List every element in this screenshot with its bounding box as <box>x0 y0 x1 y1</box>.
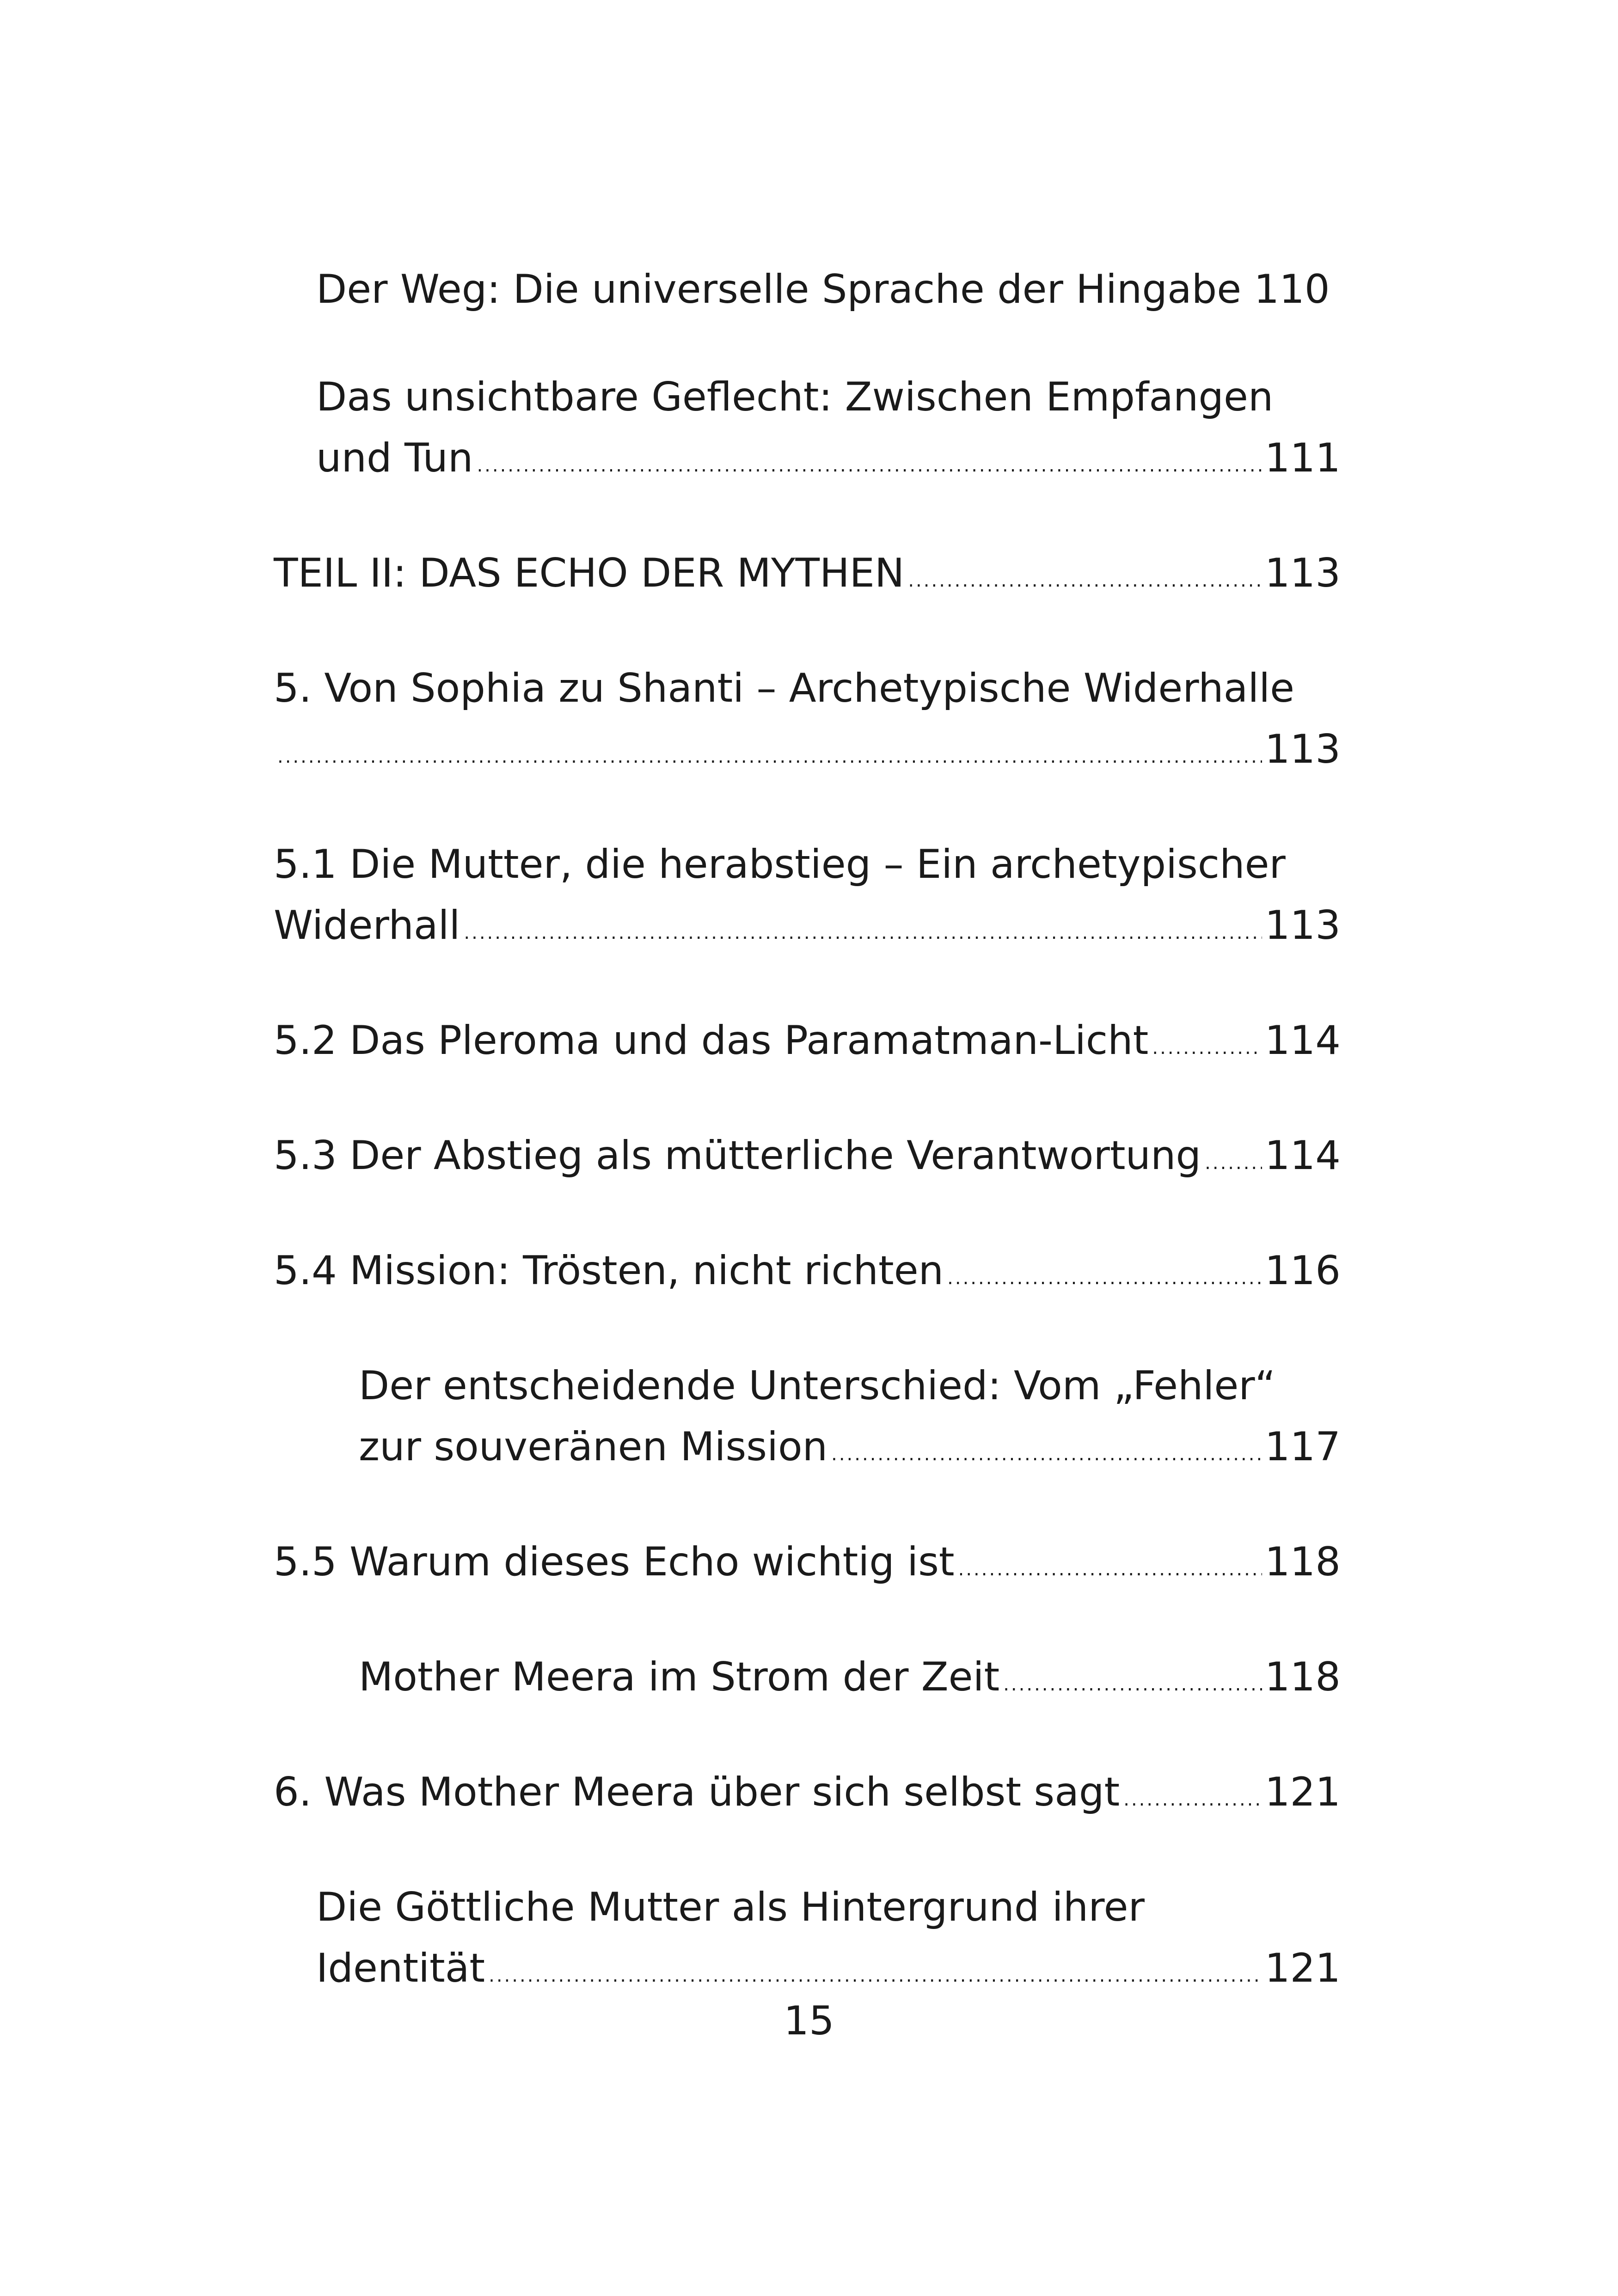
toc-entry <box>316 1877 1341 2006</box>
toc-entry-page: 113 <box>1264 550 1341 596</box>
toc-entry-page: 118 <box>1264 1654 1341 1700</box>
toc-entry <box>274 1125 1341 1194</box>
toc-leader-dots <box>831 1424 1262 1485</box>
toc-entry-page: 113 <box>1264 726 1341 772</box>
toc-entry-title: TEIL II: DAS ECHO DER MYTHEN <box>274 550 905 596</box>
toc-entry <box>359 1647 1341 1715</box>
toc-entry-page: 121 <box>1264 1769 1341 1815</box>
toc-entry <box>274 1240 1341 1309</box>
toc-entry-page: 110 <box>1254 266 1330 312</box>
toc-entry-page: 117 <box>1264 1424 1341 1470</box>
toc-entry-title-line: 5.1 Die Mutter, die herabstieg – Ein archetypischer <box>274 841 1286 888</box>
toc-leader-dots <box>1003 1654 1262 1715</box>
toc-spacer <box>1241 259 1254 320</box>
toc-entry-title: Identität <box>316 1945 485 1991</box>
toc-entry-line <box>274 1010 1341 1078</box>
toc-leader-dots <box>277 726 1262 787</box>
toc-entry-title: 5.3 Der Abstieg als mütterliche Verantwortung <box>274 1133 1201 1179</box>
toc-leader-dots <box>908 550 1262 611</box>
toc-entry <box>274 1762 1341 1830</box>
toc-leader-dots <box>1205 1133 1262 1194</box>
toc-entry-title: Widerhall <box>274 902 460 949</box>
toc-entry-line <box>274 1531 1341 1600</box>
toc-leader-dots <box>958 1539 1262 1600</box>
toc-entry-line <box>274 543 1341 611</box>
toc-entry-title: 6. Was Mother Meera über sich selbst sagt <box>274 1769 1120 1815</box>
toc-entry-page: 114 <box>1264 1133 1341 1179</box>
toc-entry-page: 111 <box>1264 435 1341 481</box>
toc-leader-dots <box>477 435 1262 496</box>
toc-entry-title: und Tun <box>316 435 473 481</box>
toc-entry <box>274 834 1341 963</box>
toc-entry-line <box>274 1125 1341 1194</box>
toc-entry <box>274 543 1341 611</box>
toc-entry-line <box>316 428 1341 496</box>
toc-entry-line <box>274 719 1341 787</box>
toc-entry-title-line: Das unsichtbare Geflecht: Zwischen Empfangen <box>316 374 1274 420</box>
toc-entry <box>274 658 1341 787</box>
toc-entry <box>274 1010 1341 1078</box>
toc-entry-page: 114 <box>1264 1017 1341 1064</box>
toc-entry <box>316 367 1341 496</box>
toc-leader-dots <box>464 902 1262 963</box>
toc-entry-page: 121 <box>1264 1945 1341 1991</box>
toc-entry-line <box>274 895 1341 963</box>
table-of-contents <box>274 259 1341 2053</box>
toc-entry <box>274 1531 1341 1600</box>
toc-entry-title-line: Der entscheidende Unterschied: Vom „Fehler“ <box>359 1363 1276 1409</box>
toc-entry-title-line: Die Göttliche Mutter als Hintergrund ihrer <box>316 1884 1145 1930</box>
toc-entry-title: 5.2 Das Pleroma und das Paramatman-Licht <box>274 1017 1149 1064</box>
toc-entry-line <box>274 1240 1341 1309</box>
toc-entry-line <box>359 1647 1341 1715</box>
toc-entry <box>359 1355 1341 1485</box>
page-number: 15 <box>784 1998 834 2044</box>
toc-entry-title: Mother Meera im Strom der Zeit <box>359 1654 1000 1700</box>
toc-entry-title: zur souveränen Mission <box>359 1424 828 1470</box>
toc-leader-dots <box>1123 1769 1262 1830</box>
toc-entry <box>316 259 1341 320</box>
toc-entry-page: 118 <box>1264 1539 1341 1585</box>
toc-leader-dots <box>947 1248 1262 1309</box>
toc-entry-line <box>274 1762 1341 1830</box>
toc-entry-title: Der Weg: Die universelle Sprache der Hingabe <box>316 266 1242 312</box>
toc-entry-line <box>316 259 1341 320</box>
toc-entry-title: 5.4 Mission: Trösten, nicht richten <box>274 1248 944 1294</box>
toc-leader-dots <box>1152 1017 1262 1078</box>
toc-entry-title-line: 5. Von Sophia zu Shanti – Archetypische Widerhalle <box>274 665 1295 711</box>
toc-entry-line <box>359 1416 1341 1485</box>
toc-entry-page: 116 <box>1264 1248 1341 1294</box>
toc-entry-page: 113 <box>1264 902 1341 949</box>
toc-entry-title: 5.5 Warum dieses Echo wichtig ist <box>274 1539 955 1585</box>
